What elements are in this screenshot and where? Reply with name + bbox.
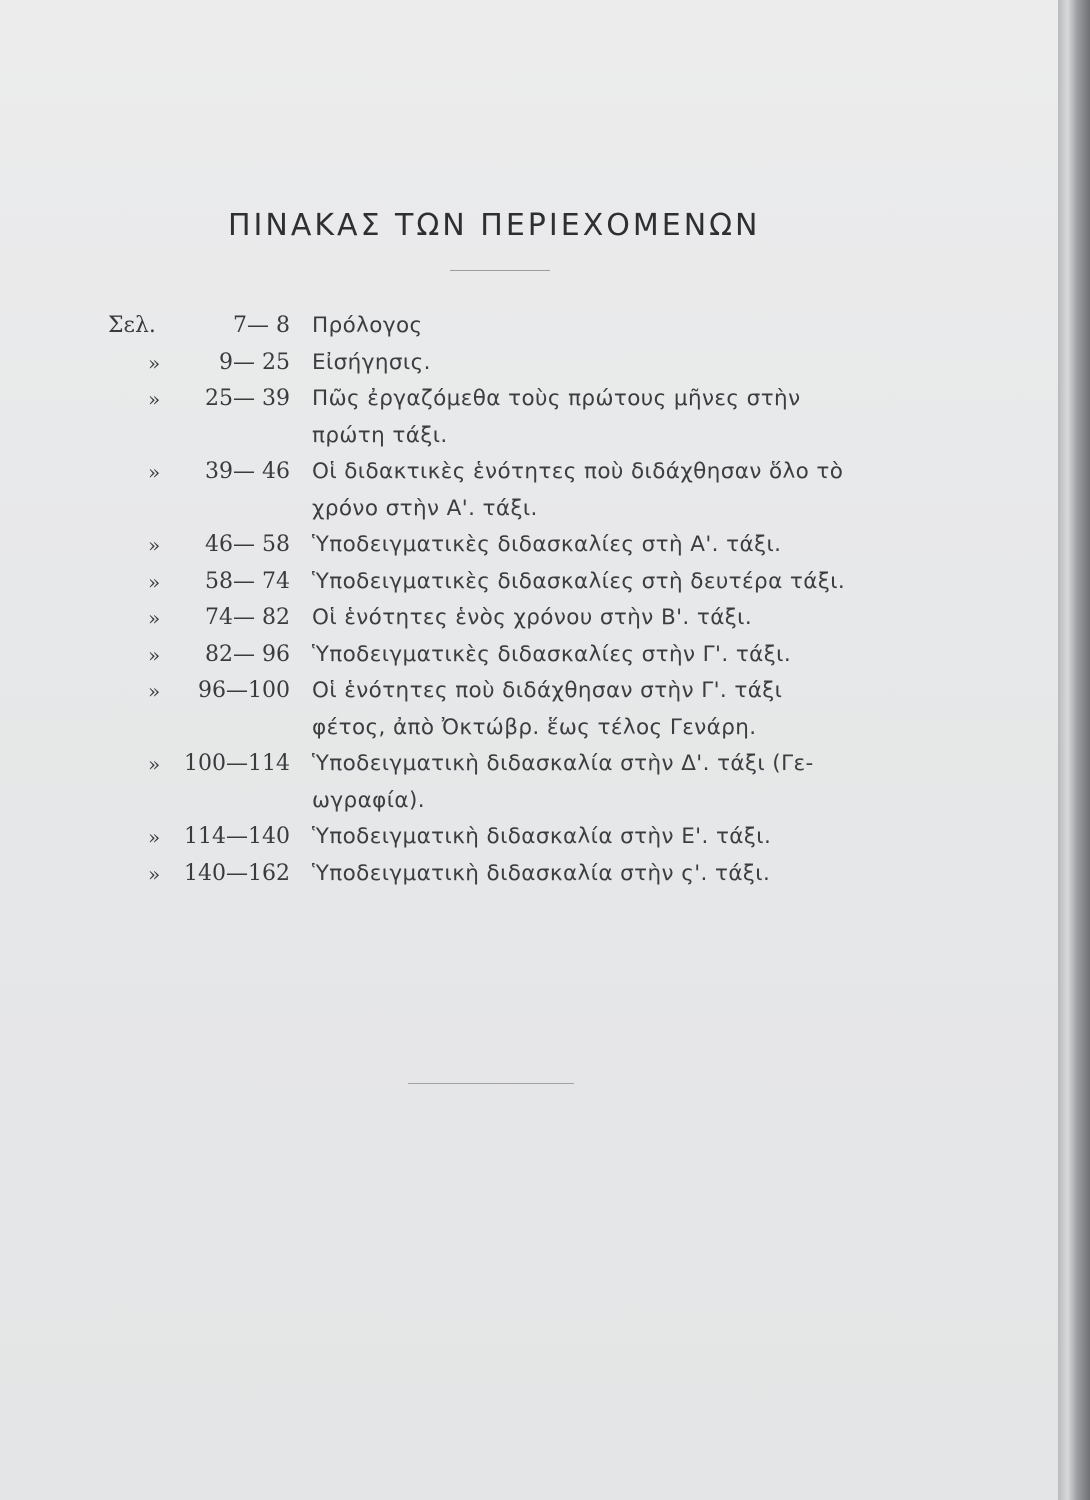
entry-title-line: Εἰσήγησις. [312, 349, 431, 375]
entry-title-line: Ὑποδειγματικὴ διδασκαλία στὴν Δ'. τάξι (Γε- [312, 751, 814, 776]
toc-entry [108, 345, 868, 382]
page-label: Σελ. [108, 313, 156, 338]
entry-title-line: χρόνο στὴν Α'. τάξι. [312, 495, 538, 521]
page-range: 114—140 [184, 824, 290, 849]
entry-title [290, 856, 868, 893]
page-range: 82— 96 [205, 641, 290, 667]
toc-entry [108, 454, 868, 527]
ditto-mark: » [148, 679, 161, 703]
toc-entry [108, 600, 868, 637]
ditto-mark: » [148, 825, 161, 849]
entry-title-line: Ὑποδειγματικὲς διδασκαλίες στὴν Γ'. τάξι. [312, 641, 792, 667]
entry-title [290, 308, 868, 345]
page-range: 9— 25 [219, 349, 290, 375]
ditto-mark: » [148, 569, 161, 594]
page-range: 46— 58 [205, 532, 290, 557]
toc-entry [108, 381, 868, 454]
toc-entry [108, 564, 868, 601]
entry-title-line: Ὑποδειγματικὴ διδασκαλία στὴν ς'. τάξι. [312, 860, 771, 886]
ditto-mark: » [148, 460, 161, 484]
toc-entry [108, 308, 868, 345]
toc-entry [108, 856, 868, 893]
entry-title-line: Οἱ ἑνότητες ἑνὸς χρόνου στὴν Β'. τάξι. [312, 605, 753, 630]
title-divider [450, 270, 550, 271]
entry-title-line: Ὑποδειγματικὲς διδασκαλίες στὴ δευτέρα τάξι. [312, 568, 846, 594]
ditto-mark: » [148, 861, 161, 886]
page-range: 100—114 [184, 751, 290, 776]
entry-title-line: Οἱ ἑνότητες ποὺ διδάχθησαν στὴν Γ'. τάξι [312, 678, 783, 703]
page-range: 58— 74 [205, 568, 290, 594]
entry-title-line: Ὑποδειγματικὴ διδασκαλία στὴν Ε'. τάξι. [312, 824, 772, 849]
entry-title-line: Πῶς ἐργαζόμεθα τοὺς πρώτους μῆνες στὴν [312, 386, 801, 411]
entry-title [290, 819, 868, 856]
entry-title-line: Ὑποδειγματικὲς διδασκαλίες στὴ Α'. τάξι. [312, 532, 782, 557]
entry-title-line: πρώτη τάξι. [312, 422, 448, 448]
entry-title [290, 381, 868, 454]
entry-title-line: Πρόλογος [312, 313, 423, 338]
ditto-mark: » [148, 350, 161, 375]
entry-title [290, 673, 868, 746]
page-range: 7— 8 [233, 313, 290, 338]
page-range: 39— 46 [205, 459, 290, 484]
page-range: 25— 39 [205, 386, 290, 411]
entry-title-line: φέτος, ἀπὸ Ὀκτώβρ. ἕως τέλος Γενάρη. [312, 714, 757, 740]
entry-title [290, 454, 868, 527]
toc-entry [108, 819, 868, 856]
ditto-mark: » [148, 606, 161, 630]
ditto-mark: » [148, 533, 161, 557]
entry-title-line: ωγραφία). [312, 787, 426, 813]
entry-title [290, 345, 868, 382]
entry-title [290, 564, 868, 601]
toc-entry [108, 673, 868, 746]
page-range: 74— 82 [205, 605, 290, 630]
toc-entry [108, 637, 868, 674]
entry-title-line: Οἱ διδακτικὲς ἑνότητες ποὺ διδάχθησαν ὅλο τὸ [312, 459, 844, 484]
page-edge-shadow [1058, 0, 1090, 1500]
entry-title [290, 600, 868, 637]
entry-title [290, 746, 868, 819]
ditto-mark: » [148, 752, 161, 776]
toc-entry [108, 527, 868, 564]
page-range: 140—162 [184, 860, 290, 886]
ditto-mark: » [148, 387, 161, 411]
toc-entry [108, 746, 868, 819]
page-title: ΠΙΝΑΚΑΣ ΤΩΝ ΠΕΡΙΕΧΟΜΕΝΩΝ [228, 208, 761, 243]
entry-title [290, 637, 868, 674]
entry-title [290, 527, 868, 564]
ditto-mark: » [148, 642, 161, 667]
end-divider [408, 1083, 574, 1084]
page-range: 96—100 [198, 678, 290, 703]
table-of-contents [108, 308, 868, 892]
